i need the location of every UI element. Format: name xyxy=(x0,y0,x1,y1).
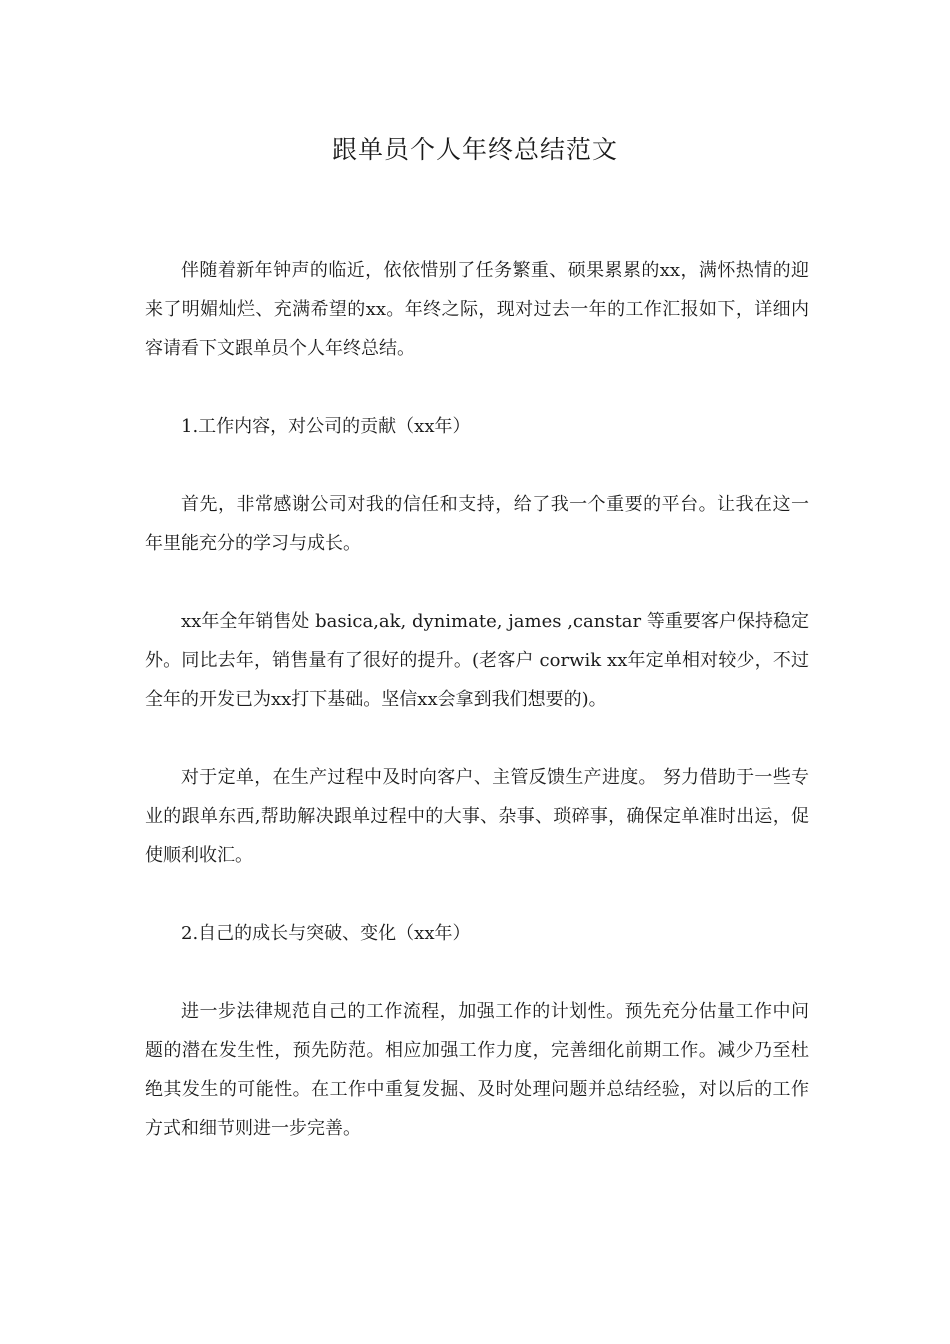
paragraph-spacer xyxy=(145,875,809,914)
growth-paragraph: 进一步法律规范自己的工作流程，加强工作的计划性。预先充分估量工作中问题的潜在发生性，预先防范。相应加强工作力度，完善细化前期工作。减少乃至杜绝其发生的可能性。在工作中重复发掘、及时处理问题并总结经验，对以后的工作方式和细节则进一步完善。 xyxy=(145,1001,809,1139)
paragraph-spacer xyxy=(145,368,809,407)
section-heading-1: 1.工作内容，对公司的贡献（xx年） xyxy=(181,416,471,437)
thanks-paragraph: 首先，非常感谢公司对我的信任和支持，给了我一个重要的平台。让我在这一年里能充分的学习与成长。 xyxy=(145,494,809,554)
sales-paragraph: xx年全年销售处 basica,ak, dynimate, james ,canstar 等重要客户保持稳定外。同比去年，销售量有了很好的提升。(老客户 corwik xx年定单相对较少，不过全年的开发已为xx打下基础。坚信xx会拿到我们想要的)。 xyxy=(145,611,809,710)
document-body xyxy=(145,251,809,1148)
section-heading-2: 2.自己的成长与突破、变化（xx年） xyxy=(181,923,471,944)
orders-paragraph: 对于定单，在生产过程中及时向客户、主管反馈生产进度。 努力借助于一些专业的跟单东西,帮助解决跟单过程中的大事、杂事、琐碎事，确保定单准时出运，促使顺利收汇。 xyxy=(145,767,809,866)
paragraph-spacer xyxy=(145,953,809,992)
document-title: 跟单员个人年终总结范文 xyxy=(331,135,618,164)
intro-paragraph: 伴随着新年钟声的临近，依依惜别了任务繁重、硕果累累的xx，满怀热情的迎来了明媚灿烂、充满希望的xx。年终之际，现对过去一年的工作汇报如下，详细内容请看下文跟单员个人年终总结。 xyxy=(145,260,809,359)
paragraph-spacer xyxy=(145,563,809,602)
paragraph-spacer xyxy=(145,446,809,485)
paragraph-spacer xyxy=(145,719,809,758)
